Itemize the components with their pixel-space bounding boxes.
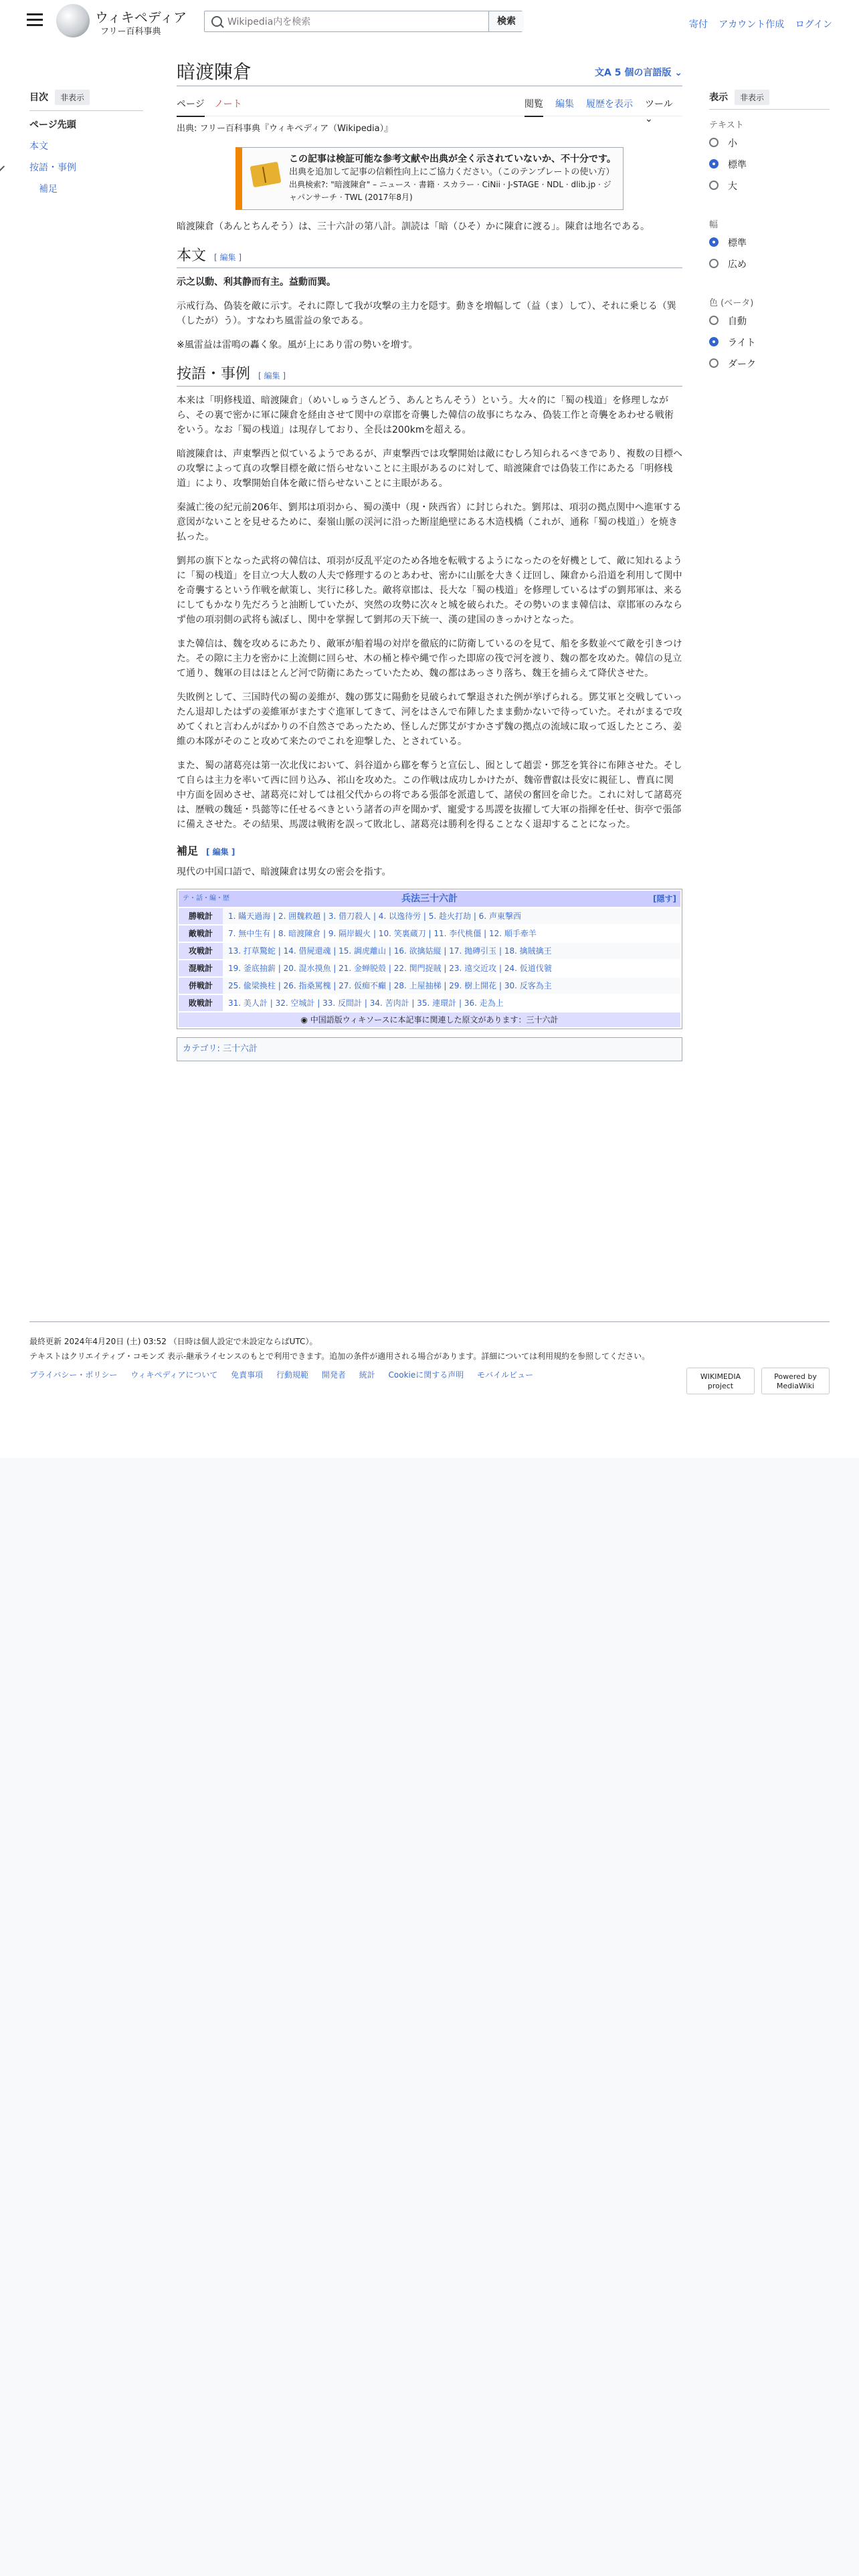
navbox-row: 併戦計 25. 偸梁換柱 | 26. 指桑罵槐 | 27. 仮痴不癲 | 28. 上屋抽梯 | 29. 樹上開花 | 30. 反客為主	[179, 978, 680, 994]
category-links	[177, 1037, 682, 1061]
logo-subtitle: フリー百科事典	[100, 27, 161, 37]
paragraph: 示戒行為、偽装を敵に示す。それに際して我が攻撃の主力を隠す。動きを増幅して（益（ま）して）、それに乗じる（巽（したが）う）。すなわち風雷益の象である。	[177, 301, 676, 326]
language-button[interactable]: 文A 5 個の言語版 ⌄	[595, 68, 682, 78]
text-size-standard[interactable]: 標準	[709, 158, 830, 180]
tab-page[interactable]: ページ	[177, 97, 205, 117]
category-link[interactable]: カテゴリ: 三十六計	[183, 1044, 258, 1054]
footer-link[interactable]: Cookieに関する声明	[388, 1370, 464, 1380]
translate-icon: 文A	[595, 68, 615, 78]
notice-line3: 出典検索?: "暗渡陳倉" – ニュース · 書籍 · スカラー · CiNii · J-STAGE · NDL · dlib.jp · ジャパンサーチ · TWL (2017年8月)	[289, 180, 611, 202]
paragraph: また韓信は、魏を攻めるにあたり、敵軍が船着場の対岸を徹底的に防衛しているのを見て、船を多数並べて敵を引きつけた。その隙に主力を密かに上流側に回らせ、木の桶と棒や縄で作った即席の筏で河を渡り、魏の都を攻めた。韓信の見立て通り、魏軍の目はほとんど河で防衛にあたっていたため、魏の都はあっさり落ち、魏王を捕らえて降伏させた。	[177, 639, 682, 679]
book-icon	[250, 162, 282, 188]
table-of-contents	[29, 90, 143, 203]
navbox-vte[interactable]: テ・話・編・歴	[183, 895, 229, 902]
notice-box	[235, 147, 624, 210]
footer-link[interactable]: ウィキペディアについて	[130, 1370, 218, 1380]
navbox-footer: 中国語版ウィキソースに本記事に関連した原文があります：三十六計	[310, 1015, 559, 1025]
last-modified: 最終更新 2024年4月20日 (土) 03:52 （日時は個人設定で未設定ならばUTC）。	[29, 1337, 318, 1346]
footer-link[interactable]: 行動規範	[276, 1370, 309, 1380]
create-account-link[interactable]: アカウント作成	[719, 19, 785, 30]
paragraph: また、蜀の諸葛亮は第一次北伐において、斜谷道から郿を奪うと宣伝し、囮として趙雲・鄧芝を箕谷に布陣させた。そして自らは主力を率いて西に回り込み、祁山を攻めた。この作戦は成功しかけたが、魏帝曹叡は長安に親征し、曹真に関中方面を固めさせ、諸葛亮に対しては祖父代からの将である張郃を派遣して、諸侯の奮回を命じた。これに対して諸葛亮は、歴戦の魏延・呉懿等に任せるべきという諸者の声を聞かず、寵愛する馬謖を抜擢して大軍の指揮を任せ、街亭で張郃に備えさせた。その結果、馬謖は戦術を誤って敗北し、諸葛亮は勝利を得ることなく退却することになった。	[177, 760, 682, 830]
toc-item-hosoku[interactable]: 補足	[39, 184, 58, 195]
paragraph: 現代の中国口語で、暗渡陳倉は男女の密会を指す。	[177, 867, 391, 877]
wikipedia-logo-icon[interactable]	[56, 4, 90, 37]
paragraph: 劉邦の旗下となった武将の韓信は、項羽が反乱平定のため各地を転戦するようになったのを好機として、敵に知れるように「蜀の桟道」を目立つ大人数の人夫で修理するのとあわせ、密かに山脈を大きく迂回し、陳倉から沿道を利用して関中を奇襲するという作戦を献策し、実行に移した。敵将章邯は、長大な「蜀の桟道」を修理しているはずの劉邦軍は、来るにしてもかなり先だろうと油断していたが、突然の攻勢に次々と城を破られた。その勢いのまま韓信は、章邯軍のみならず他の項羽側の武将も滅ぼし、関中を掌握して劉邦の天下統一、漢の建国のきっかけとなった。	[177, 556, 682, 625]
menu-icon[interactable]	[27, 13, 43, 27]
paragraph: 暗渡陳倉は、声東撃西と似ているようであるが、声東撃西では攻撃開始は敵にむしろ知られるべきであり、複数の目標への攻撃によって真の攻撃目標を敵に悟らせないことに主眼があるのに対して、暗渡陳倉では偽装工作にあたる「明修桟道」により、攻撃開始自体を敵に悟らせないことに主眼がある。	[177, 449, 682, 489]
donate-link[interactable]: 寄付	[688, 19, 708, 30]
section-heading-honbun: 本文 [ 編集 ]	[177, 249, 682, 268]
section-heading-hosoku: 補足 [ 編集 ]	[177, 845, 235, 857]
toc-item-top[interactable]: ページ先頭	[29, 120, 76, 130]
edit-link[interactable]: [ 編集 ]	[214, 253, 242, 262]
logo-title[interactable]: ウィキペディア	[95, 9, 187, 25]
footer-link[interactable]: プライバシー・ポリシー	[29, 1370, 118, 1380]
tab-talk[interactable]: ノート	[214, 99, 242, 110]
search-input[interactable]	[226, 15, 483, 29]
navbox-row: 敵戦計 7. 無中生有 | 8. 暗渡陳倉 | 9. 隔岸観火 | 10. 笑裏蔵刀 | 11. 李代桃僵 | 12. 順手牽羊	[179, 926, 680, 942]
tools-menu[interactable]: ツール ⌄	[645, 99, 673, 124]
color-label: 色 (ベータ)	[709, 298, 754, 308]
toc-item-honbun[interactable]: 本文	[29, 141, 48, 152]
width-wide[interactable]: 広め	[709, 258, 830, 280]
width-label: 幅	[709, 220, 719, 230]
toc-item-jirei[interactable]: 按語・事例	[29, 163, 76, 173]
tab-history[interactable]: 履歴を表示	[586, 99, 633, 110]
navbox-row: 勝戦計 1. 瞞天過海 | 2. 囲魏救趙 | 3. 借刀殺人 | 4. 以逸待労 | 5. 趁火打劫 | 6. 声東撃西	[179, 908, 680, 924]
wikimedia-badge[interactable]: WIKIMEDIA project	[686, 1368, 755, 1394]
notice-line2: 出典を追加して記事の信頼性向上にご協力ください。（このテンプレートの使い方）	[289, 167, 615, 177]
width-standard[interactable]: 標準	[709, 237, 830, 258]
wikisource-icon: ◉	[300, 1015, 310, 1025]
chevron-down-icon[interactable]	[0, 162, 5, 171]
tab-edit[interactable]: 編集	[555, 99, 574, 110]
text-size-label: テキスト	[709, 120, 744, 130]
search-icon	[211, 16, 222, 27]
page-title: 暗渡陳倉	[177, 61, 252, 83]
tab-read[interactable]: 閲覧	[524, 97, 543, 117]
login-link[interactable]: ログイン	[795, 19, 832, 30]
navbox	[177, 889, 682, 1029]
color-dark[interactable]: ダーク	[709, 358, 830, 379]
paragraph: 失敗例として、三国時代の蜀の姜維が、魏の鄧艾に陽動を見破られて撃退された例が挙げられる。鄧艾軍と交戦していったん退却したはずの姜維軍がまたすぐ進軍してきて、河をはさんで布陣したまま動かないで待っていた。それがまるで攻めてくれと言わんがばかりの不自然さであったため、怪しんだ鄧艾がすかさず魏の拠点の流域に取って返したところ、姜維の本隊がそのこと攻めて来たのでこれを迎撃した、とされている。	[177, 692, 682, 747]
notice-line1: この記事は検証可能な参考文献や出典が全く示されていないか、不十分です。	[289, 154, 616, 165]
site-sub: 出典: フリー百科事典『ウィキペディア（Wikipedia）』	[177, 124, 393, 134]
color-light[interactable]: ライト	[709, 336, 830, 358]
appearance-panel	[709, 90, 830, 379]
footer-link[interactable]: モバイルビュー	[477, 1370, 534, 1380]
navbox-row: 混戦計 19. 釜底抽薪 | 20. 混水摸魚 | 21. 金蝉脱殻 | 22. 関門捉賊 | 23. 遠交近攻 | 24. 仮道伐虢	[179, 960, 680, 976]
navbox-title[interactable]: 兵法三十六計	[401, 893, 458, 904]
personal-tools	[681, 17, 832, 31]
search-button[interactable]: 検索	[488, 11, 524, 31]
navbox-hide-button[interactable]: [隠す]	[653, 894, 676, 903]
edit-link[interactable]: [ 編集 ]	[206, 847, 235, 857]
page-tabs	[177, 93, 682, 124]
navbox-row: 攻戦計 13. 打草驚蛇 | 14. 借屍還魂 | 15. 調虎離山 | 16. 欲擒姑縦 | 17. 拋磚引玉 | 18. 擒賊擒王	[179, 943, 680, 959]
section-heading-jirei: 按語・事例 [ 編集 ]	[177, 367, 682, 387]
article-content	[177, 59, 682, 1061]
header	[0, 0, 859, 43]
license-text: テキストはクリエイティブ・コモンズ 表示-継承ライセンスのもとで利用できます。追加の条件が適用される場合があります。詳細については利用規約を参照してください。	[29, 1352, 650, 1361]
toc-heading: 目次	[29, 92, 48, 103]
mediawiki-badge[interactable]: Powered by MediaWiki	[761, 1368, 830, 1394]
edit-link[interactable]: [ 編集 ]	[258, 371, 286, 381]
navbox-row: 敗戦計 31. 美人計 | 32. 空城計 | 33. 反間計 | 34. 苦肉計 | 35. 連環計 | 36. 走為上	[179, 995, 680, 1011]
footer-link[interactable]: 統計	[359, 1370, 375, 1380]
footer	[29, 1321, 830, 1390]
appearance-heading: 表示	[709, 92, 728, 103]
appearance-hide-button[interactable]: 非表示	[735, 90, 769, 105]
paragraph: 秦滅亡後の紀元前206年、劉邦は項羽から、蜀の漢中（現・陝西省）に封じられた。劉邦は、項羽の拠点関中へ進軍する意図がないことを見せるために、秦嶺山脈の渓河に沿った断崖絶壁にある木造桟橋（これが、通称「蜀の桟道」）を焼き払った。	[177, 502, 682, 542]
toc-hide-button[interactable]: 非表示	[55, 90, 90, 105]
text-size-large[interactable]: 大	[709, 180, 830, 201]
footer-link[interactable]: 開発者	[321, 1370, 346, 1380]
color-auto[interactable]: 自動	[709, 315, 830, 336]
paragraph: 本来は「明修桟道、暗渡陳倉」（めいしゅうさんどう、あんとちんそう）という。大々的に「蜀の桟道」を修理しながら、その裏で密かに軍に陳倉を経由させて関中の章邯を奇襲した韓信の故事にちなみ、偽装工作と奇襲をあわせる戦術をいう。なお「蜀の桟道」は現存しており、全長は200kmを超える。	[177, 395, 674, 435]
text-size-small[interactable]: 小	[709, 137, 830, 158]
paragraph: 示之以動、利其静而有主。益動而巽。	[177, 277, 336, 288]
search-box	[204, 11, 522, 32]
paragraph: ※風雷益は雷鳴の轟く象。風が上にあり雷の勢いを増す。	[177, 340, 418, 350]
intro-paragraph: 暗渡陳倉（あんとちんそう）は、三十六計の第八計。訓読は「暗（ひそ）かに陳倉に渡る」。陳倉は地名である。	[177, 221, 650, 232]
footer-link[interactable]: 免責事項	[231, 1370, 264, 1380]
